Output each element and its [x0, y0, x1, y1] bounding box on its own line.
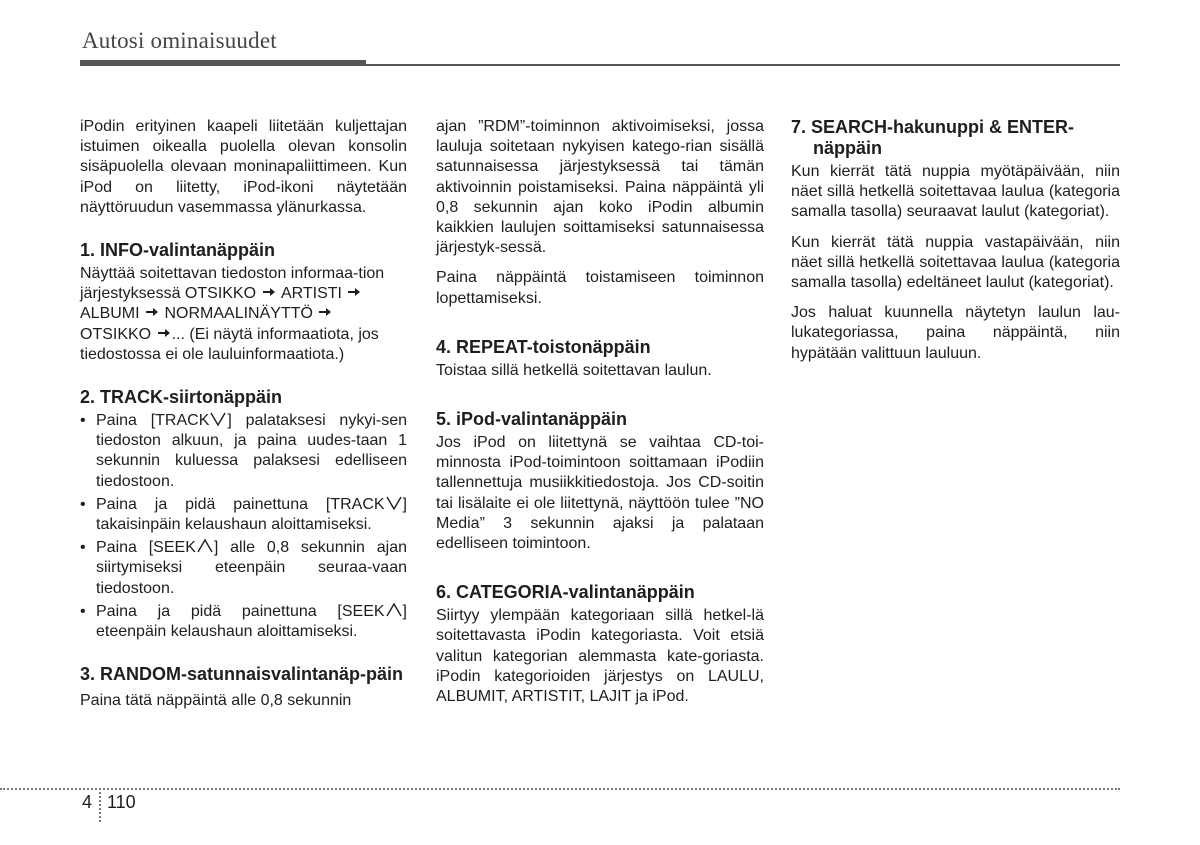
arrow-right-icon	[348, 287, 360, 297]
b2-text-b: ] takaisinpäin kelaushaun aloittamiseksi.	[96, 495, 407, 534]
section-4-heading: 4. REPEAT-toistonäppäin	[436, 336, 651, 357]
column-2	[436, 117, 764, 717]
b4-text-b: ] eteenpäin kelaushaun aloittamiseksi.	[96, 602, 407, 641]
list-item	[80, 538, 407, 599]
chevron-down-icon	[386, 495, 402, 511]
arrow-right-icon	[158, 328, 170, 338]
section-3-heading: 3. RANDOM-satunnaisvalintanäp-päin	[80, 664, 404, 685]
section-3-text: Paina tätä näppäintä alle 0,8 sekunnin	[80, 692, 352, 710]
header-rule-thin	[366, 64, 1120, 66]
page-number: 110	[107, 792, 136, 812]
s1-text-f: ... (Ei näytä informaatiota, jos tiedostossa ei ole lauluinformaatiota.)	[80, 325, 379, 363]
section-6-text: Siirtyy ylempään kategoriaan sillä hetkel-lä soitettavasta iPodin kategoriasta. Voit etsiä valitun kategorian alemmasta kate-goriasta. iPodin kategorioiden järjestys on LAULU, ALBUMIT, ARTISTIT, LAJIT ja iPod.	[436, 607, 764, 706]
header-rule-thick	[80, 60, 366, 66]
bullet: •	[80, 495, 86, 513]
section-7-heading: 7. SEARCH-hakunuppi & ENTER-näppäin	[791, 117, 1075, 158]
section-4-text: Toistaa sillä hetkellä soitettavan laulun.	[436, 361, 712, 379]
b2-text-a: Paina ja pidä painettuna [TRACK	[96, 495, 385, 513]
arrow-right-icon	[263, 287, 275, 297]
track-bullet-list	[80, 411, 407, 642]
s1-text-a: Näyttää soitettavan tiedoston informaa-tion järjestyksessä OTSIKKO	[80, 265, 385, 303]
random-text: ajan ”RDM”-toiminnon aktivoimiseksi, jossa lauluja soitetaan nykyisen katego-rian sisällä satunnaisessa järjestyksessä tai tämän aktivoinnin poistamiseksi. Paina näppäintä yli 0,8 sekunnin ajan koko iPodin albumin kaikkien laulujen soittamiseksi satunnaisessa järjestyk-sessä.	[436, 118, 764, 257]
arrow-right-icon	[146, 307, 158, 317]
list-item	[80, 495, 407, 535]
b3-text-b: ] alle 0,8 sekunnin ajan siirtymiseksi eteenpäin seuraa-vaan tiedostoon.	[96, 539, 408, 597]
section-1-heading: 1. INFO-valintanäppäin	[80, 240, 276, 261]
b1-text-b: ] palataksesi nykyi-sen tiedoston alkuun, ja paina uudes-taan 1 sekunnin kuluessa palaksesi edelliseen tiedostoon.	[96, 412, 407, 490]
section-7-text-3: Jos haluat kuunnella näytetyn laulun lau-lukategoriassa, paina näppäintä, niin hypätään valittuun lauluun.	[791, 304, 1120, 362]
chevron-down-icon	[210, 411, 226, 427]
s1-text-e: OTSIKKO	[80, 325, 152, 343]
chapter-number: 4	[82, 792, 93, 812]
footer-dotted-rule	[0, 788, 1120, 790]
section-5-text: Jos iPod on liitettynä se vaihtaa CD-toi-minnosta iPod-toimintoon soittamaan iPodiin tallennettuja musiikkitiedostoja. Jos CD-soitin tai lisälaite ei ole liitettynä, näyttöön tulee ”NO Media” 3 sekunnin ajaksi ja palataan edelliseen toimintoon.	[436, 434, 764, 553]
b3-text-a: Paina [SEEK	[96, 539, 196, 557]
chevron-up-icon	[386, 602, 402, 618]
section-2-heading: 2. TRACK-siirtonäppäin	[80, 387, 283, 408]
b1-text-a: Paina [TRACK	[96, 412, 210, 430]
section-1-text	[80, 264, 407, 365]
bullet: •	[80, 602, 86, 620]
column-3	[791, 117, 1120, 374]
s1-text-d: NORMAALINÄYTTÖ	[164, 305, 313, 323]
random-stop-text: Paina näppäintä toistamiseen toiminnon lopettamiseksi.	[436, 269, 764, 307]
chevron-up-icon	[197, 538, 213, 554]
column-1	[80, 117, 407, 721]
section-7-text-1: Kun kierrät tätä nuppia myötäpäivään, niin näet sillä hetkellä soitettavaa laulua (kategoria samalla tasolla) seuraavat laulut (kategoriat).	[791, 163, 1120, 221]
b4-text-a: Paina ja pidä painettuna [SEEK	[96, 602, 385, 620]
bullet: •	[80, 539, 86, 557]
section-5-heading: 5. iPod-valintanäppäin	[436, 409, 628, 430]
section-6-heading: 6. CATEGORIA-valintanäppäin	[436, 582, 695, 603]
s1-text-c: ALBUMI	[80, 305, 140, 323]
list-item	[80, 602, 407, 642]
list-item	[80, 411, 407, 492]
intro-paragraph: iPodin erityinen kaapeli liitetään kuljettajan istuimen oikealla puolella olevan konsolin sisäpuolella olevaan moninapaliittimeen. Kun iPod on liitetty, iPod-ikoni näytetään näyttöruudun vasemmassa ylänurkassa.	[80, 118, 407, 216]
bullet: •	[80, 412, 86, 430]
page-number-separator	[99, 792, 101, 822]
arrow-right-icon	[319, 307, 331, 317]
section-7-text-2: Kun kierrät tätä nuppia vastapäivään, niin näet sillä hetkellä soitettavaa laulua (kategoria samalla tasolla) edeltäneet laulut (kategoriat).	[791, 233, 1120, 292]
s1-text-b: ARTISTI	[280, 285, 342, 303]
page-header-title: Autosi ominaisuudet	[82, 28, 277, 53]
